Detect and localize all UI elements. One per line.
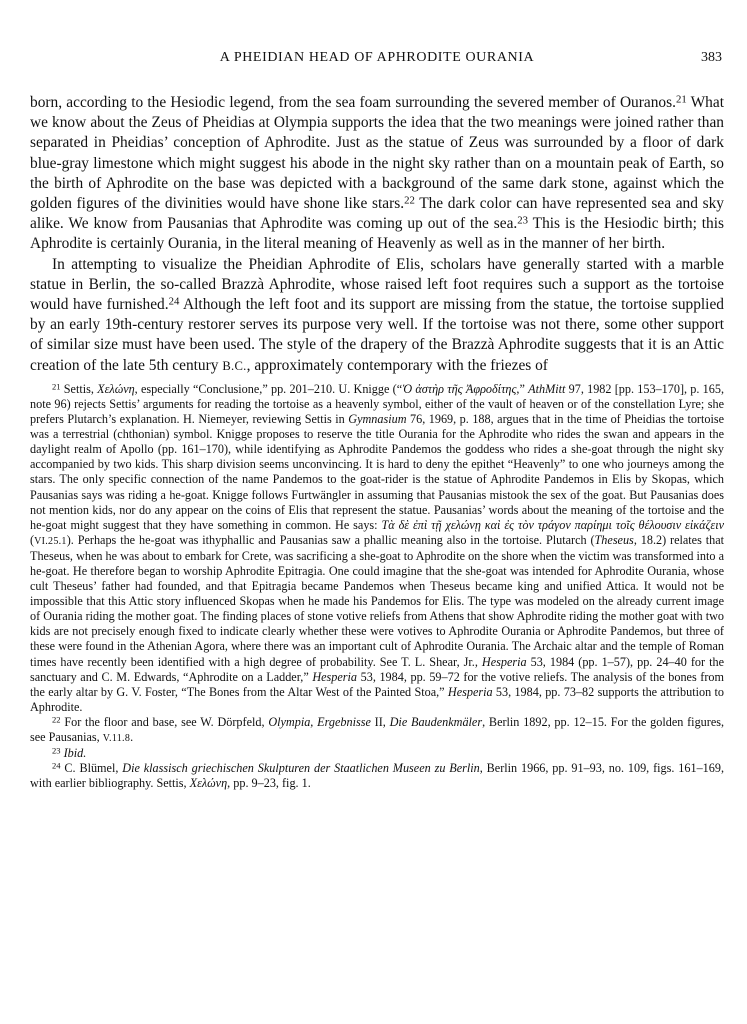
journal-title: AthMitt <box>528 381 566 396</box>
citation-reference: V.11.8 <box>102 733 131 744</box>
footnote-23 <box>30 746 724 761</box>
journal-title: Hesperia <box>312 669 358 684</box>
footnote-24: $^{24}$ C. Blümel, Die klassisch griechischen Skulpturen der Staatlichen Museen zu Berlin, Berlin 1966, pp. 91–93, no. 109, figs. 161–169, with earlier bibliography. Settis, Χελώνη, pp. 9–23, fig. 1. <box>30 760 724 791</box>
work-title: Olympia, Ergebnisse <box>268 714 371 729</box>
footnotes <box>30 382 724 792</box>
greek-quotation: Τὰ δὲ ἐπὶ τῇ χελώνῃ καὶ ἐς τὸν τράγον παρίημι τοῖς θέλουσιν εἰκάζειν <box>381 517 725 532</box>
ibid: Ibid. <box>63 746 87 761</box>
work-title: Theseus <box>594 532 634 547</box>
greek-text: Χελώνη <box>189 776 228 791</box>
page-number: 383 <box>701 50 722 65</box>
paragraph-1: born, according to the Hesiodic legend, from the sea foam surrounding the severed member of Ouranos.$^{21}$ What we know about the Zeus of Pheidias at Olympia supports the idea that the two meanings were joined rather than separated in Pheidias’ conception of Aphrodite. Just as the statue of Zeus was surrounded by a floor of dark blue-gray limestone which might suggest his abode in the night sky rather than on a mountain peak of Earth, so the birth of Aphrodite on the base was depicted with a background of the same dark stone, against which the golden figures of the divinities would have shone like stars.$^{22}$ The dark color can have represented sea and sky alike. We know from Pausanias that Aphrodite was coming up out of the sea.$^{23}$ This is the Hesiodic birth; this Aphrodite is certainly Ourania, in the literal meaning of Heavenly as well as in the manner of her birth. <box>30 93 724 253</box>
footnote-ref-22[interactable]: 22 <box>404 194 415 207</box>
work-title: Die Baudenkmäler <box>389 714 483 729</box>
journal-title: Hesperia <box>481 654 527 669</box>
footnote-number: 22 <box>52 714 61 725</box>
footnote-ref-21[interactable]: 21 <box>675 93 687 106</box>
footnote-21: $^{21}$ Settis, Χελώνη, especially “Conclusione,” pp. 201–210. U. Knigge (“Ὁ ἀστὴρ τῆς Ἀφροδίτης,” AthMitt 97, 1982 [pp. 153–170], p. 165, note 96) rejects Settis’ arguments for reading the tortoise as a heavenly symbol, either of the vault of heaven or of the constellation Lyre; she prefers Plutarch’s explanation. H. Niemeyer, reviewing Settis in Gymnasium 76, 1969, p. 188, argues that in the time of Pheidias the tortoise was a terrestrial (chthonian) symbol. Knigge proposes to reserve the title Ourania for the Aphrodite who rides the swan and appears in the daylight realm of Apollo (pp. 161–170), while identifying as Aphrodite Pandemos the goddess who rides a she-goat through the night sky accompanied by two kids. This sharp division seems unconvincing. It is hard to deny the epithet “Heavenly” to one who journeys among the stars. The only specific connection of the name Pandemos to the goat-rider is the statue of Aphrodite Pandemos in Elis by Skopas, which Pausanias says was riding a he-goat. Knigge follows Furtwängler in assuming that Pausanias mistook the sex of the goat. But Pausanias does not mention kids, nor do any appear on the coins of Elis that represent the statue. Pausanias’ words about the meaning of the tortoise and the he-goat might suggest that they have something in common. He says: Τὰ δὲ ἐπὶ τῇ χελώνῃ καὶ ἐς τὸν τράγον παρίημι τοῖς θέλουσιν εἰκάζειν (VI.25.1). Perhaps the he-goat was ithyphallic and Pausanias saw a phallic meaning also in the tortoise. Plutarch (Theseus, 18.2) relates that Theseus, when he was about to embark for Crete, was sacrificing a she-goat to Aphrodite on the shore when the victim was transformed into a he-goat. He therefore began to worship Aphrodite Epitragia. One could imagine that the she-goat was intended for Aphrodite Ourania, whose cult Theseus’ father had founded, and that Epitragia became Pandemos when Theseus became king and unified Attica. It would not be impossible that this Attic story influenced Skopas when he made his Pandemos for Elis. The type was modeled on the already current image of Ourania riding the mother goat. The finding places of stone votive reliefs from Athens that show Aphrodite riding the mother goat with two kids are not precisely enough fixed to indicate clearly whether these were votives to Aphrodite Ourania or Aphrodite Pandemos, but three of these were found in the Athenian Agora, where there was an important cult of Aphrodite Ourania. The Archaic altar and the temple of Roman times have recently been identified with a high degree of probability. See T. L. Shear, Jr., Hesperia 53, 1984 (pp. 1–57), pp. 24–40 for the sanctuary and C. M. Edwards, “Aphrodite on a Ladder,” Hesperia 53, 1984, pp. 59–72 for the votive reliefs. The analysis of the bones from the early altar by G. V. Foster, “The Bones from the Altar West of the Painted Stoa,” Hesperia 53, 1984, pp. 73–82 supports the attribution to Aphrodite. <box>30 381 725 714</box>
journal-title: Gymnasium <box>348 412 407 427</box>
main-text <box>30 93 724 376</box>
era-abbreviation: B.C. <box>222 358 247 373</box>
greek-text: Ὁ ἀστὴρ τῆς Ἀφροδίτης <box>402 381 517 396</box>
running-head <box>30 50 724 70</box>
greek-text: Χελώνη <box>97 381 135 396</box>
running-title: A PHEIDIAN HEAD OF APHRODITE OURANIA <box>219 50 535 65</box>
footnote-ref-24[interactable]: 24 <box>168 295 180 308</box>
footnote-22: $^{22}$ For the floor and base, see W. Dörpfeld, Olympia, Ergebnisse II, Die Baudenkmäler, Berlin 1892, pp. 12–15. For the golden figures, see Pausanias, V.11.8. <box>30 714 725 744</box>
footnote-number: 23 <box>52 745 61 756</box>
journal-title: Hesperia <box>447 684 493 699</box>
journal-page <box>30 50 724 791</box>
work-title: Die klassisch griechischen Skulpturen der Staatlichen Museen zu Berlin <box>122 761 480 776</box>
footnote-number: 24 <box>52 760 61 771</box>
footnote-number: 21 <box>52 381 61 392</box>
footnote-ref-23[interactable]: 23 <box>517 214 529 227</box>
paragraph-2: In attempting to visualize the Pheidian Aphrodite of Elis, scholars have generally started with a marble statue in Berlin, the so-called Brazzà Aphrodite, whose raised left foot requires such a support as the tortoise would have furnished.$^{24}$ Although the left foot and its support are missing from the statue, the tortoise supplied by an early 19th-century restorer serves its purpose very well. If the tortoise was not there, some other support of similar size must have been used. The style of the drapery of the Brazzà Aphrodite suggests that it is an Attic creation of the late 5th century B.C., approximately contemporary with the friezes of <box>30 255 724 374</box>
citation-reference: VI.25.1 <box>34 535 67 547</box>
